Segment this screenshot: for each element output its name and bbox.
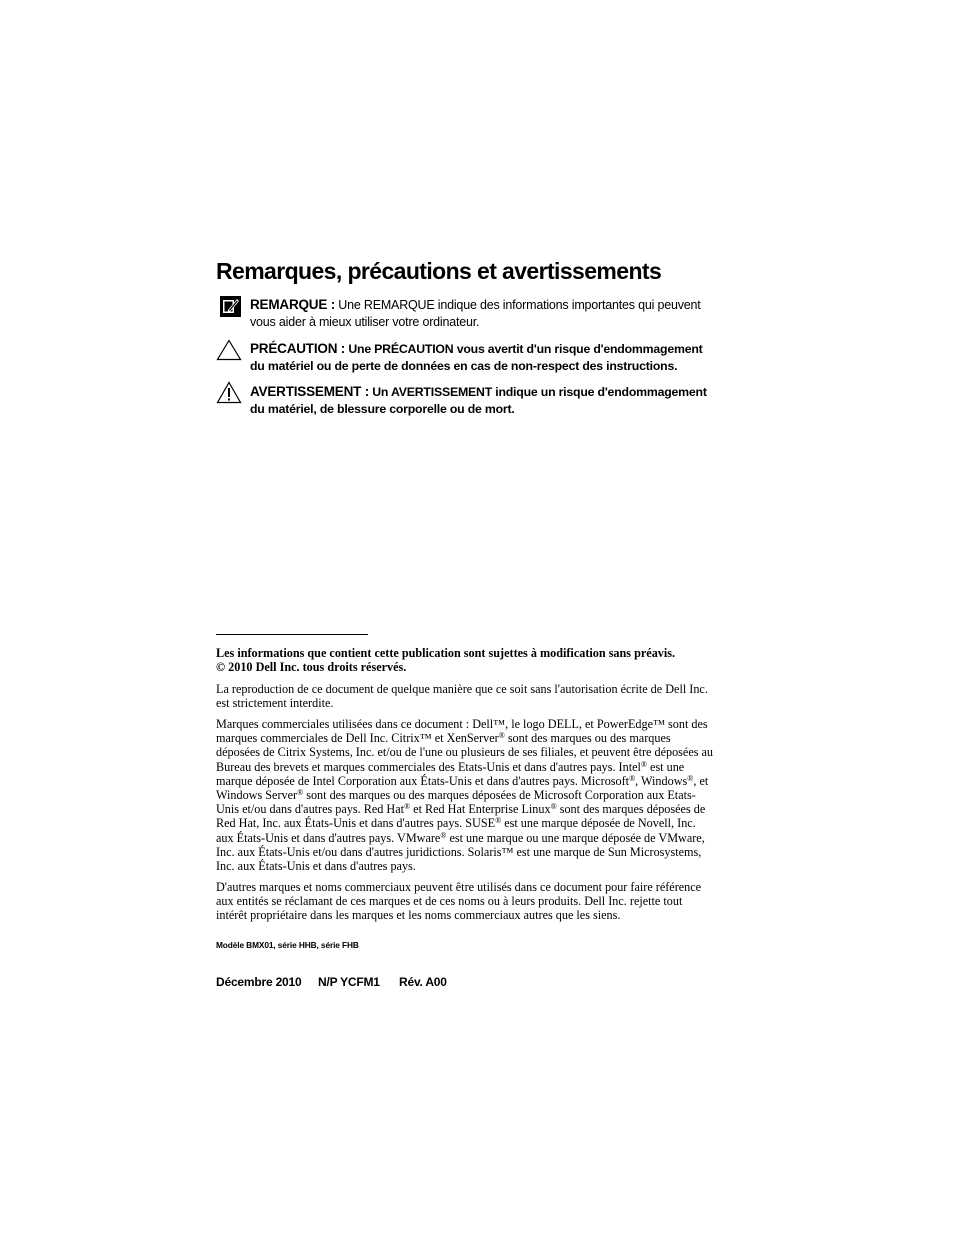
tm-part-5: sont des marques ou des marques déposées de Microsoft Corporation aux Etats-Unis et/ou dans d'autres pays. Red Hat — [216, 788, 696, 817]
other-trademarks-paragraph: D'autres marques et noms commerciaux peuvent être utilisés dans ce document pour faire référence aux entités se réclamant de ces marques et de ces noms ou à leurs produits. Dell Inc. rejette tout intérêt propriétaire dans les marques et les noms commerciaux autres que les siens. — [216, 880, 702, 923]
notice-note-label: REMARQUE : — [250, 297, 335, 312]
notice-warning-text: Un AVERTISSEMENT indique un risque d'endommagement du matériel, de blessure corporelle ou de mort. — [250, 385, 707, 416]
tm-part-2: est une marque déposée de Intel Corporation aux États-Unis et dans d'autres pays. Microsoft — [216, 759, 685, 788]
part-number: N/P YCFM1 — [318, 975, 380, 989]
tm-part-6: et Red Hat Enterprise Linux — [410, 802, 551, 817]
caution-triangle-icon — [216, 339, 242, 361]
reproduction-paragraph: La reproduction de ce document de quelque manière que ce soit sans l'autorisation écrite de Dell Inc. est strictement interdite. — [216, 682, 708, 711]
warning-exclamation-icon — [216, 381, 242, 404]
registered-mark: ® — [495, 816, 502, 826]
registered-mark: ® — [687, 773, 694, 783]
tm-part-9: est une marque ou une marque déposée de VMware, Inc. aux États-Unis et/ou dans d'autres juridictions. Solaris™ est une marque de Sun Microsystems, Inc. aux États-Unis et dans d'autres pays. — [216, 830, 705, 874]
tm-part-7: sont des marques déposées de Red Hat, Inc. aux États-Unis et dans d'autres pays. SUSE — [216, 802, 706, 831]
notice-warning — [250, 383, 720, 418]
page-title: Remarques, précautions et avertissements — [216, 258, 662, 284]
registered-mark: ® — [297, 788, 304, 798]
notice-warning-label: AVERTISSEMENT : — [250, 384, 370, 399]
tm-part-0: Marques commerciales utilisées dans ce document : Dell™, le logo DELL, et PowerEdge™ sont des marques commerciales de Dell Inc. Citrix™ et XenServer — [216, 717, 708, 746]
trademarks-paragraph — [216, 717, 716, 873]
registered-mark: ® — [440, 830, 447, 840]
publication-date: Décembre 2010 — [216, 975, 302, 989]
registered-mark: ® — [498, 731, 505, 741]
registered-mark: ® — [629, 773, 636, 783]
copyright-line: © 2010 Dell Inc. tous droits réservés. — [216, 660, 407, 675]
model-info: Modèle BMX01, série HHB, série FHB — [216, 940, 359, 950]
legal-notice — [216, 646, 716, 674]
legal-change-notice: Les informations que contient cette publication sont sujettes à modification sans préavis. — [216, 646, 676, 660]
notice-caution — [250, 340, 720, 375]
registered-mark: ® — [550, 802, 557, 812]
footnote-divider — [216, 634, 368, 635]
tm-part-3: , Windows — [635, 773, 688, 788]
notice-caution-label: PRÉCAUTION : — [250, 341, 346, 356]
registered-mark: ® — [640, 759, 647, 769]
pencil-note-icon — [220, 296, 241, 317]
notice-caution-text: Une PRÉCAUTION vous avertit d'un risque d'endommagement du matériel ou de perte de données en cas de non-respect des instructions. — [250, 342, 703, 373]
notice-note — [250, 296, 720, 331]
tm-part-8: est une marque déposée de Novell, Inc. aux États-Unis et dans d'autres pays. VMware — [216, 816, 696, 845]
revision: Rév. A00 — [399, 975, 447, 989]
tm-part-1: sont des marques ou des marques déposées de Citrix Systems, Inc. et/ou de l'une ou plusieurs de ses filiales, et peuvent être déposées au Bureau des brevets et marques commerciales des Etats-Unis et dans d'autres pays. Intel — [216, 731, 714, 774]
notice-note-text: Une REMARQUE indique des informations importantes qui peuvent vous aider à mieux utiliser votre ordinateur. — [250, 298, 701, 329]
registered-mark: ® — [404, 802, 411, 812]
tm-part-4: , et Windows Server — [216, 773, 709, 803]
